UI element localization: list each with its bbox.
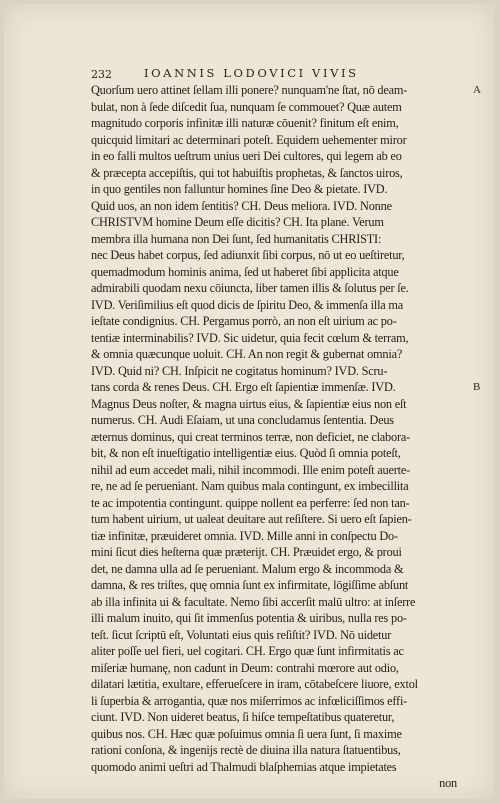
text-line: Quorſum uero attinet ſellam illi ponere? nunquam'ne ſtat, nō deam- (91, 83, 408, 97)
text-line: ieſtate condignius. CH. Pergamus porrò, an non eſt uirium ac po- (91, 314, 397, 328)
text-line: mini ſicut dies heſterna quæ præterijt. CH. Præuidet ergo, & proui (91, 545, 402, 559)
running-head: IOANNIS LODOVICI VIVIS (144, 66, 359, 80)
text-line: tentiæ interminabilis? IVD. Sic uidetur, quia fecit cœlum & terram, (91, 330, 409, 345)
text-line: dilatari lætitia, exultare, efferueſcere in iram, cōtabeſcere liuore, extol (91, 677, 418, 691)
text-line: illi malum inuito, qui ſit immenſus potentia & uiribus, nulla res po- (91, 611, 407, 625)
text-line: ciunt. IVD. Non uideret beatus, ſi hiſce tempeſtatibus quateretur, (91, 710, 395, 724)
text-line: ab illa infinita ui & facultate. Nemo ſibi accerſit malū ultro: at inſerre (91, 594, 416, 609)
text-line: tiæ infinitæ, præuideret omnia. IVD. Mille anni in conſpectu Do- (91, 528, 398, 543)
text-line: damna, & res triſtes, quę omnia ſunt ex infirmitate, lōgiſſime abſunt (91, 578, 409, 592)
text-line: miſeriæ humanę, non cadunt in Deum: contrahi mœrore aut odio, (91, 660, 399, 675)
text-line: re, ne ad ſe perueniant. Nam quibus mala contingunt, ex imbecillita (91, 479, 409, 493)
text-line: nihil ad eum accedet mali, nihil incommodi. Ille enim poteſt auerte- (91, 462, 410, 477)
text-line: Quid uos, an non idem ſentitis? CH. Deus meliora. IVD. Nonne (91, 198, 392, 213)
text-line: non (439, 776, 457, 790)
text-line: teſt. ſicut ſcriptū eſt, Voluntati eius quis reſiſtit? IVD. Nō uidetur (91, 627, 392, 642)
text-line: membra illa humana non Dei ſunt, ſed humanitatis CHRISTI: (91, 231, 382, 246)
text-line: bulat, non à ſede diſcedit ſua, nunquam ſe commouet? Quæ autem (91, 99, 402, 114)
text-line: li ſuperbia & arrogantia, quæ nos miſerrimos ac infœliciſſimos effi- (91, 693, 408, 708)
text-line: numerus. CH. Audi Eſaiam, ut una concludamus ſententia. Deus (91, 413, 394, 427)
text-line: admirabili quodam nexu cōiuncta, liber tamen illis & ſolutus per ſe. (91, 281, 409, 295)
page-header (4, 66, 494, 82)
text-line: magnitudo corporis infinitæ illi naturæ cōuenit? finitum eſt enim, (91, 116, 399, 130)
text-line: rationi conſona, & ingenijs rectè de diuina illa natura ſtatuentibus, (91, 743, 401, 757)
text-line: aliter poſſe uel fieri, uel cogitari. CH. Ergo quæ ſunt infirmitatis ac (91, 644, 404, 658)
text-line: quibus nos. CH. Hæc quæ poſuimus omnia ſi uera ſunt, ſi maxime (91, 726, 402, 741)
text-line: IVD. Veriſimilius eſt quod dicis de ſpiritu Deo, & immenſa illa ma (91, 297, 404, 312)
book-page (4, 4, 494, 799)
text-line: quicquid limitari ac determinari poteſt. Equidem uehementer miror (91, 132, 407, 147)
text-line: quemadmodum hominis anima, ſed ut haberet ſibi applicita atque (91, 264, 399, 279)
text-line: quomodo animi ueſtri ad Thalmudi blaſphemias atque impietates (91, 759, 397, 774)
text-line: nec Deus habet corpus, ſed adiunxit ſibi corpus, nō ut eo ueſtiretur, (91, 248, 405, 262)
margin-letter-a: A (473, 84, 481, 96)
text-line: & omnia quæcunque uoluit. CH. An non regit & gubernat omnia? (91, 347, 403, 361)
text-line: det, ne damna ulla ad ſe perueniant. Malum ergo & incommoda & (91, 561, 404, 576)
text-line: te ac impotentia contingunt. quippe nollent ea perferre: ſed non tan- (91, 495, 410, 510)
text-line: & præcepta accepiſtis, qui tot habuiſtis prophetas, & ſanctos uiros, (91, 165, 403, 180)
text-line: bit, & non eſt inueſtigatio intelligentiæ eius. Quòd ſi omnia poteſt, (91, 446, 401, 460)
text-line: Magnus Deus noſter, & magna uirtus eius, & ſapientiæ eius non eſt (91, 396, 407, 411)
page-number: 232 (91, 68, 112, 81)
text-line: tum habent uirium, ut ualeat deuitare aut reſiſtere. Si uero eſt ſapien- (91, 512, 412, 526)
text-line: tans corda & renes Deus. CH. Ergo eſt ſapientiæ immenſæ. IVD. (91, 380, 396, 394)
text-line: in quo gentiles non falluntur homines ſine Deo & pietate. IVD. (91, 182, 388, 196)
text-line: CHRISTVM homine Deum eſſe dicitis? CH. Ita plane. Verum (91, 215, 384, 229)
text-line: IVD. Quid ni? CH. Inſpicit ne cogitatus hominum? IVD. Scru- (91, 363, 388, 378)
margin-letter-b: B (473, 381, 481, 393)
body-text (91, 82, 461, 792)
text-line: in eo falli multos ueſtrum unius ueri Dei cultores, qui legem ab eo (91, 149, 402, 163)
text-line: æternus dominus, qui creat terminos terræ, non deficiet, ne clabora- (91, 429, 410, 444)
